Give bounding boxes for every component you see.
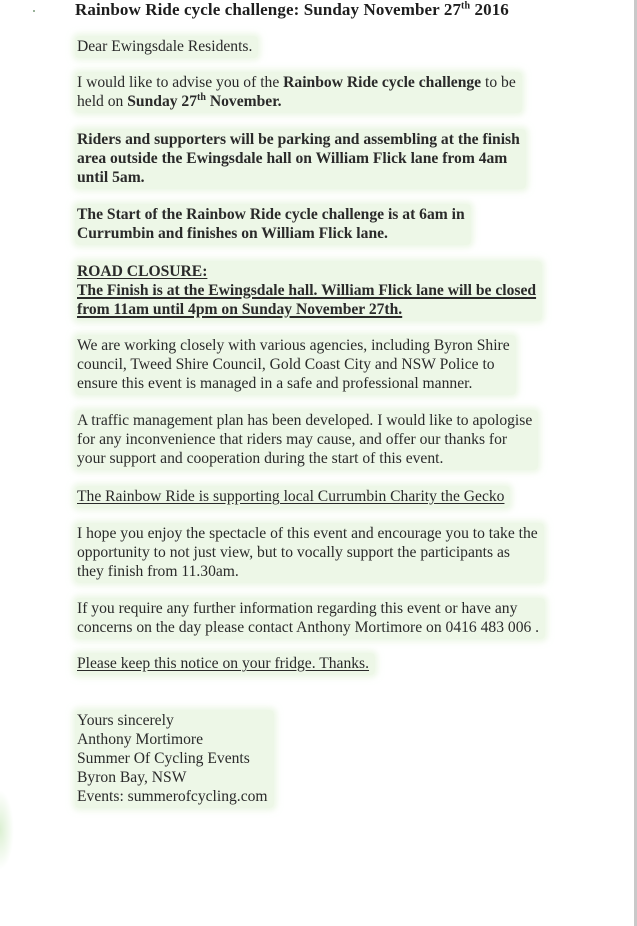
spectacle-line-2: opportunity to not just view, but to vocally support the participants as xyxy=(77,544,510,561)
riders-line-3: until 5am. xyxy=(77,169,145,186)
road-closure-line-1: The Finish is at the Ewingsdale hall. William Flick lane will be closed xyxy=(77,282,537,299)
road-closure-line-2: from 11am until 4pm on Sunday November 27th. xyxy=(77,301,403,318)
contact-line-2: concerns on the day please contact Anthony Mortimore on 0416 483 006 . xyxy=(77,619,540,636)
signature-name: Anthony Mortimore xyxy=(77,731,204,748)
signature-organisation: Summer Of Cycling Events xyxy=(77,750,250,767)
agencies-line-3: ensure this event is managed in a safe and professional manner. xyxy=(77,375,473,392)
intro-part1: I would like to advise you of the xyxy=(77,74,284,91)
intro-part2: to be xyxy=(481,74,516,91)
title-sup: th xyxy=(461,0,471,12)
title-text: Rainbow Ride cycle challenge: Sunday November 27 xyxy=(75,0,462,19)
greeting xyxy=(75,36,258,58)
spectacle-line-3: they finish from 11.30am. xyxy=(77,563,239,580)
start-line-1: The Start of the Rainbow Ride cycle challenge is at 6am in xyxy=(77,206,465,223)
start-paragraph xyxy=(75,204,471,245)
contact-line-1: If you require any further information regarding this event or have any xyxy=(77,600,518,617)
intro-line2-prefix: held on xyxy=(77,93,128,110)
intro-line-1 xyxy=(77,73,516,92)
greeting-text: Dear Ewingsdale Residents. xyxy=(77,38,253,55)
intro-event-name: Rainbow Ride cycle challenge xyxy=(283,74,482,91)
signature-location: Byron Bay, NSW xyxy=(77,769,187,786)
signature-website: Events: summerofcycling.com xyxy=(77,788,268,805)
signature-block xyxy=(75,710,274,808)
fridge-notice xyxy=(75,653,375,675)
agencies-line-1: We are working closely with various agencies, including Byron Shire xyxy=(77,337,510,354)
document-title xyxy=(75,0,509,20)
spectacle-paragraph xyxy=(75,523,544,583)
agencies-line-2: council, Tweed Shire Council, Gold Coast City and NSW Police to xyxy=(77,356,495,373)
spectacle-line-1: I hope you enjoy the spectacle of this event and encourage you to take the xyxy=(77,525,538,542)
road-closure-notice xyxy=(75,261,542,321)
scan-speck xyxy=(33,10,35,12)
title-year: 2016 xyxy=(470,0,509,19)
intro-date-sup: th xyxy=(197,91,206,103)
intro-line-2 xyxy=(77,92,516,111)
traffic-line-3: your support and cooperation during the start of this event. xyxy=(77,450,444,467)
agencies-paragraph xyxy=(75,335,516,395)
intro-date-end: November. xyxy=(205,93,282,110)
riders-paragraph xyxy=(75,129,526,189)
traffic-line-2: for any inconvenience that riders may cause, and offer our thanks for xyxy=(77,431,508,448)
traffic-paragraph xyxy=(75,410,538,470)
traffic-line-1: A traffic management plan has been developed. I would like to apologise xyxy=(77,412,533,429)
road-closure-heading: ROAD CLOSURE: xyxy=(77,263,208,280)
riders-line-1: Riders and supporters will be parking and assembling at the finish xyxy=(77,131,520,148)
intro-date xyxy=(127,93,281,110)
margin-smudge xyxy=(0,790,14,870)
contact-paragraph xyxy=(75,598,545,639)
intro-paragraph xyxy=(75,72,522,113)
riders-line-2: area outside the Ewingsdale hall on William Flick lane from 4am xyxy=(77,150,508,167)
charity-paragraph xyxy=(75,486,510,508)
fridge-notice-text: Please keep this notice on your fridge. Thanks. xyxy=(77,655,370,672)
charity-line: The Rainbow Ride is supporting local Currumbin Charity the Gecko xyxy=(77,488,505,505)
start-line-2: Currumbin and finishes on William Flick lane. xyxy=(77,225,388,242)
intro-date-main: Sunday 27 xyxy=(127,93,198,110)
signature-closing: Yours sincerely xyxy=(77,712,174,729)
